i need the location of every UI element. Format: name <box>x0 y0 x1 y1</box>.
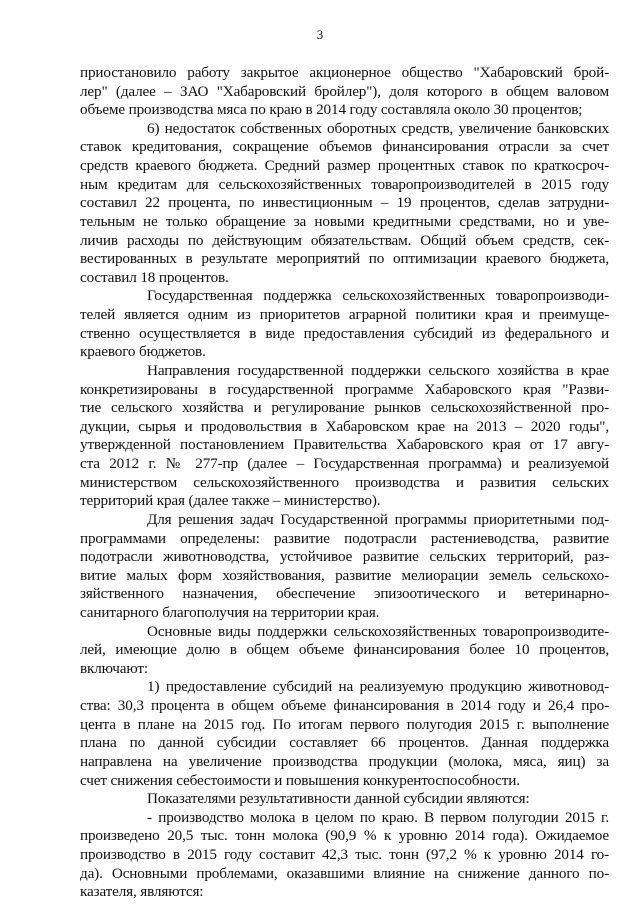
text-line: программами определены: развитие подотрасли растениеводства, развитие <box>80 529 609 547</box>
text-line: подотрасли животноводства, устойчивое развитие сельских территорий, раз- <box>80 548 609 566</box>
text-line: краевого бюджетов. <box>80 343 206 361</box>
text-line: витие малых форм хозяйствования, развитие мелиорации земель сельскохо- <box>80 566 609 584</box>
text-line: счет снижения себестоимости и повышения конкурентоспособности. <box>80 771 520 789</box>
text-line: личив расходы по действующим обязательствам. Общий объем средств, сек- <box>80 231 609 249</box>
text-line: тие сельского хозяйства и регулирование рынков сельскохозяйственной про- <box>80 399 609 417</box>
text-line: объеме производства мяса по краю в 2014 году составляла около 30 процентов; <box>80 101 583 119</box>
text-line: министерством сельскохозяйственного производства и развития сельских <box>80 473 609 491</box>
text-line: зяйственного назначения, обеспечение эпизоотического и ветеринарно- <box>80 585 609 603</box>
text-line: составил 18 процентов. <box>80 268 229 286</box>
text-line: Государственная поддержка сельскохозяйственных товаропроизводи- <box>147 287 609 305</box>
text-line: 1) предоставление субсидий на реализуемую продукцию животновод- <box>147 678 609 696</box>
text-line: казателя, являются: <box>80 883 204 901</box>
text-line: тельным не только обращение за новыми кредитными средствами, но и уве- <box>80 212 609 230</box>
text-line: Направления государственной поддержки сельского хозяйства в крае <box>147 361 609 379</box>
text-line: направлена на увеличение производства продукции (молока, мяса, яиц) за <box>80 752 609 770</box>
text-line: конкретизированы в государственной программе Хабаровского края "Разви- <box>80 380 609 398</box>
text-line: ста 2012 г. № 277-пр (далее – Государственная программа) и реализуемой <box>80 455 609 473</box>
text-line: санитарного благополучия на территории края. <box>80 603 380 621</box>
text-line: приостановило работу закрытое акционерное общество "Хабаровский брой- <box>80 64 609 81</box>
text-line: Основные виды поддержки сельскохозяйственных товаропроизводите- <box>147 622 609 640</box>
text-line: ставок кредитования, сокращение объемов финансирования отрасли за счет <box>80 138 609 156</box>
text-line: составил 22 процента, по инвестиционным – 19 процентов, сделав затрудни- <box>80 194 609 212</box>
text-line: территорий края (далее также – министерство). <box>80 492 381 510</box>
text-line: включают: <box>80 659 148 677</box>
text-line: ственно осуществляется в виде предоставления субсидий из федерального и <box>80 324 609 342</box>
text-line: средств краевого бюджета. Средний размер процентных ставок по краткосроч- <box>80 157 609 175</box>
text-line: ным кредитам для сельскохозяйственных товаропроизводителей в 2015 году <box>80 175 609 193</box>
text-line: дукции, сырья и продовольствия в Хабаровском крае на 2013 – 2020 годы", <box>80 417 609 435</box>
text-line: Для решения задач Государственной программы приоритетными под- <box>147 510 609 528</box>
text-line: цента в плане на 2015 год. По итогам первого полугодия 2015 г. выполнение <box>80 715 609 733</box>
text-line: лер" (далее – ЗАО "Хабаровский бройлер"), доля которого в общем валовом <box>80 82 609 100</box>
text-line: плана по данной субсидии составляет 66 процентов. Данная поддержка <box>80 734 609 752</box>
text-line: произведено 20,5 тыс. тонн молока (90,9 % к уровню 2014 года). Ожидаемое <box>80 827 609 845</box>
text-line: телей является одним из приоритетов аграрной политики края и преимуще- <box>80 306 609 324</box>
text-line: - производство молока в целом по краю. В первом полугодии 2015 г. <box>147 808 609 826</box>
text-line: вестированных в результате мероприятий по оптимизации краевого бюджета, <box>80 250 609 268</box>
text-line: утвержденной постановлением Правительства Хабаровского края от 17 авгу- <box>80 436 609 454</box>
text-line: лей, имеющие долю в общем объеме финансирования более 10 процентов, <box>80 641 609 659</box>
text-line: производство в 2015 году составит 42,3 тыс. тонн (97,2 % к уровню 2014 го- <box>80 846 609 864</box>
text-line: ства: 30,3 процента в общем объеме финансирования в 2014 году и 26,4 про- <box>80 697 609 715</box>
text-line: 6) недостаток собственных оборотных средств, увеличение банковских <box>147 119 609 137</box>
text-line: Показателями результативности данной субсидии являются: <box>147 790 530 808</box>
text-line: да). Основными проблемами, оказавшими влияние на снижение данного по- <box>80 864 609 882</box>
page-number: 3 <box>316 27 324 42</box>
